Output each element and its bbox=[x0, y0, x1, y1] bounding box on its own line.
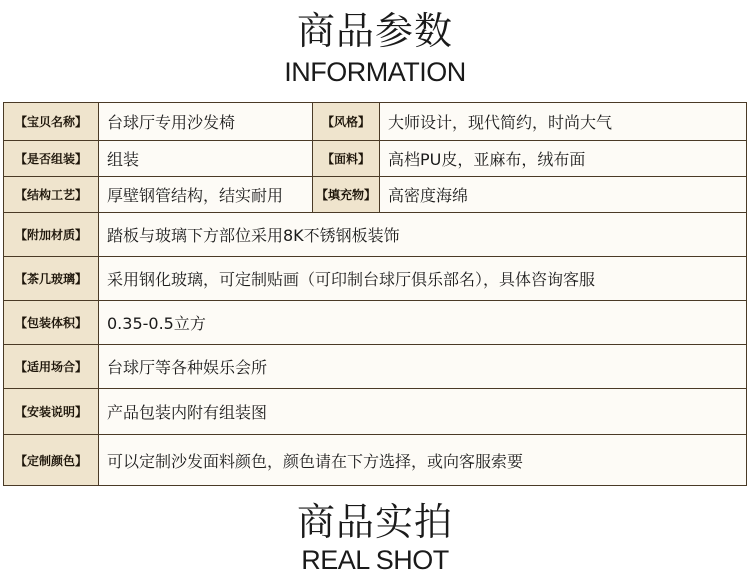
spec-value-2: 高档PU皮，亚麻布，绒布面 bbox=[380, 141, 746, 176]
info-heading-en: INFORMATION bbox=[284, 57, 466, 87]
spec-value: 产品包装内附有组装图 bbox=[99, 389, 746, 434]
spec-row-name bbox=[4, 103, 746, 141]
spec-value: 台球厅等各种娱乐会所 bbox=[99, 345, 746, 388]
spec-label: 【包装体积】 bbox=[4, 301, 99, 344]
spec-label: 【是否组装】 bbox=[4, 141, 99, 176]
spec-label: 【茶几玻璃】 bbox=[4, 257, 99, 300]
spec-value: 组装 bbox=[99, 141, 312, 176]
photo-heading-en: REAL SHOT bbox=[301, 545, 449, 575]
spec-row-assembly bbox=[4, 141, 746, 177]
spec-label: 【适用场合】 bbox=[4, 345, 99, 388]
info-heading-cn: 商品参数 bbox=[296, 9, 453, 53]
spec-value: 台球厅专用沙发椅 bbox=[99, 103, 312, 140]
spec-row-material bbox=[4, 213, 746, 257]
spec-value: 厚壁钢管结构，结实耐用 bbox=[99, 177, 312, 212]
spec-label: 【附加材质】 bbox=[4, 213, 99, 256]
spec-value: 0.35-0.5立方 bbox=[99, 301, 746, 344]
spec-label: 【安装说明】 bbox=[4, 389, 99, 434]
spec-row-structure bbox=[4, 177, 746, 213]
spec-value-2: 大师设计，现代简约，时尚大气 bbox=[380, 103, 746, 140]
spec-label: 【定制颜色】 bbox=[4, 435, 99, 485]
spec-label-2: 【面料】 bbox=[312, 141, 380, 176]
spec-label: 【宝贝名称】 bbox=[4, 103, 99, 140]
spec-row-occasion bbox=[4, 345, 746, 389]
spec-row-volume bbox=[4, 301, 746, 345]
spec-row-install bbox=[4, 389, 746, 435]
spec-table bbox=[3, 102, 747, 486]
spec-label: 【结构工艺】 bbox=[4, 177, 99, 212]
spec-label-2: 【填充物】 bbox=[312, 177, 380, 212]
spec-value: 可以定制沙发面料颜色，颜色请在下方选择，或向客服索要 bbox=[99, 435, 746, 485]
spec-value: 踏板与玻璃下方部位采用8K不锈钢板装饰 bbox=[99, 213, 746, 256]
spec-label-2: 【风格】 bbox=[312, 103, 380, 140]
spec-value: 采用钢化玻璃，可定制贴画（可印制台球厅俱乐部名），具体咨询客服 bbox=[99, 257, 746, 300]
photo-heading-cn: 商品实拍 bbox=[296, 500, 453, 544]
spec-value-2: 高密度海绵 bbox=[380, 177, 746, 212]
spec-row-glass bbox=[4, 257, 746, 301]
spec-row-color bbox=[4, 435, 746, 485]
